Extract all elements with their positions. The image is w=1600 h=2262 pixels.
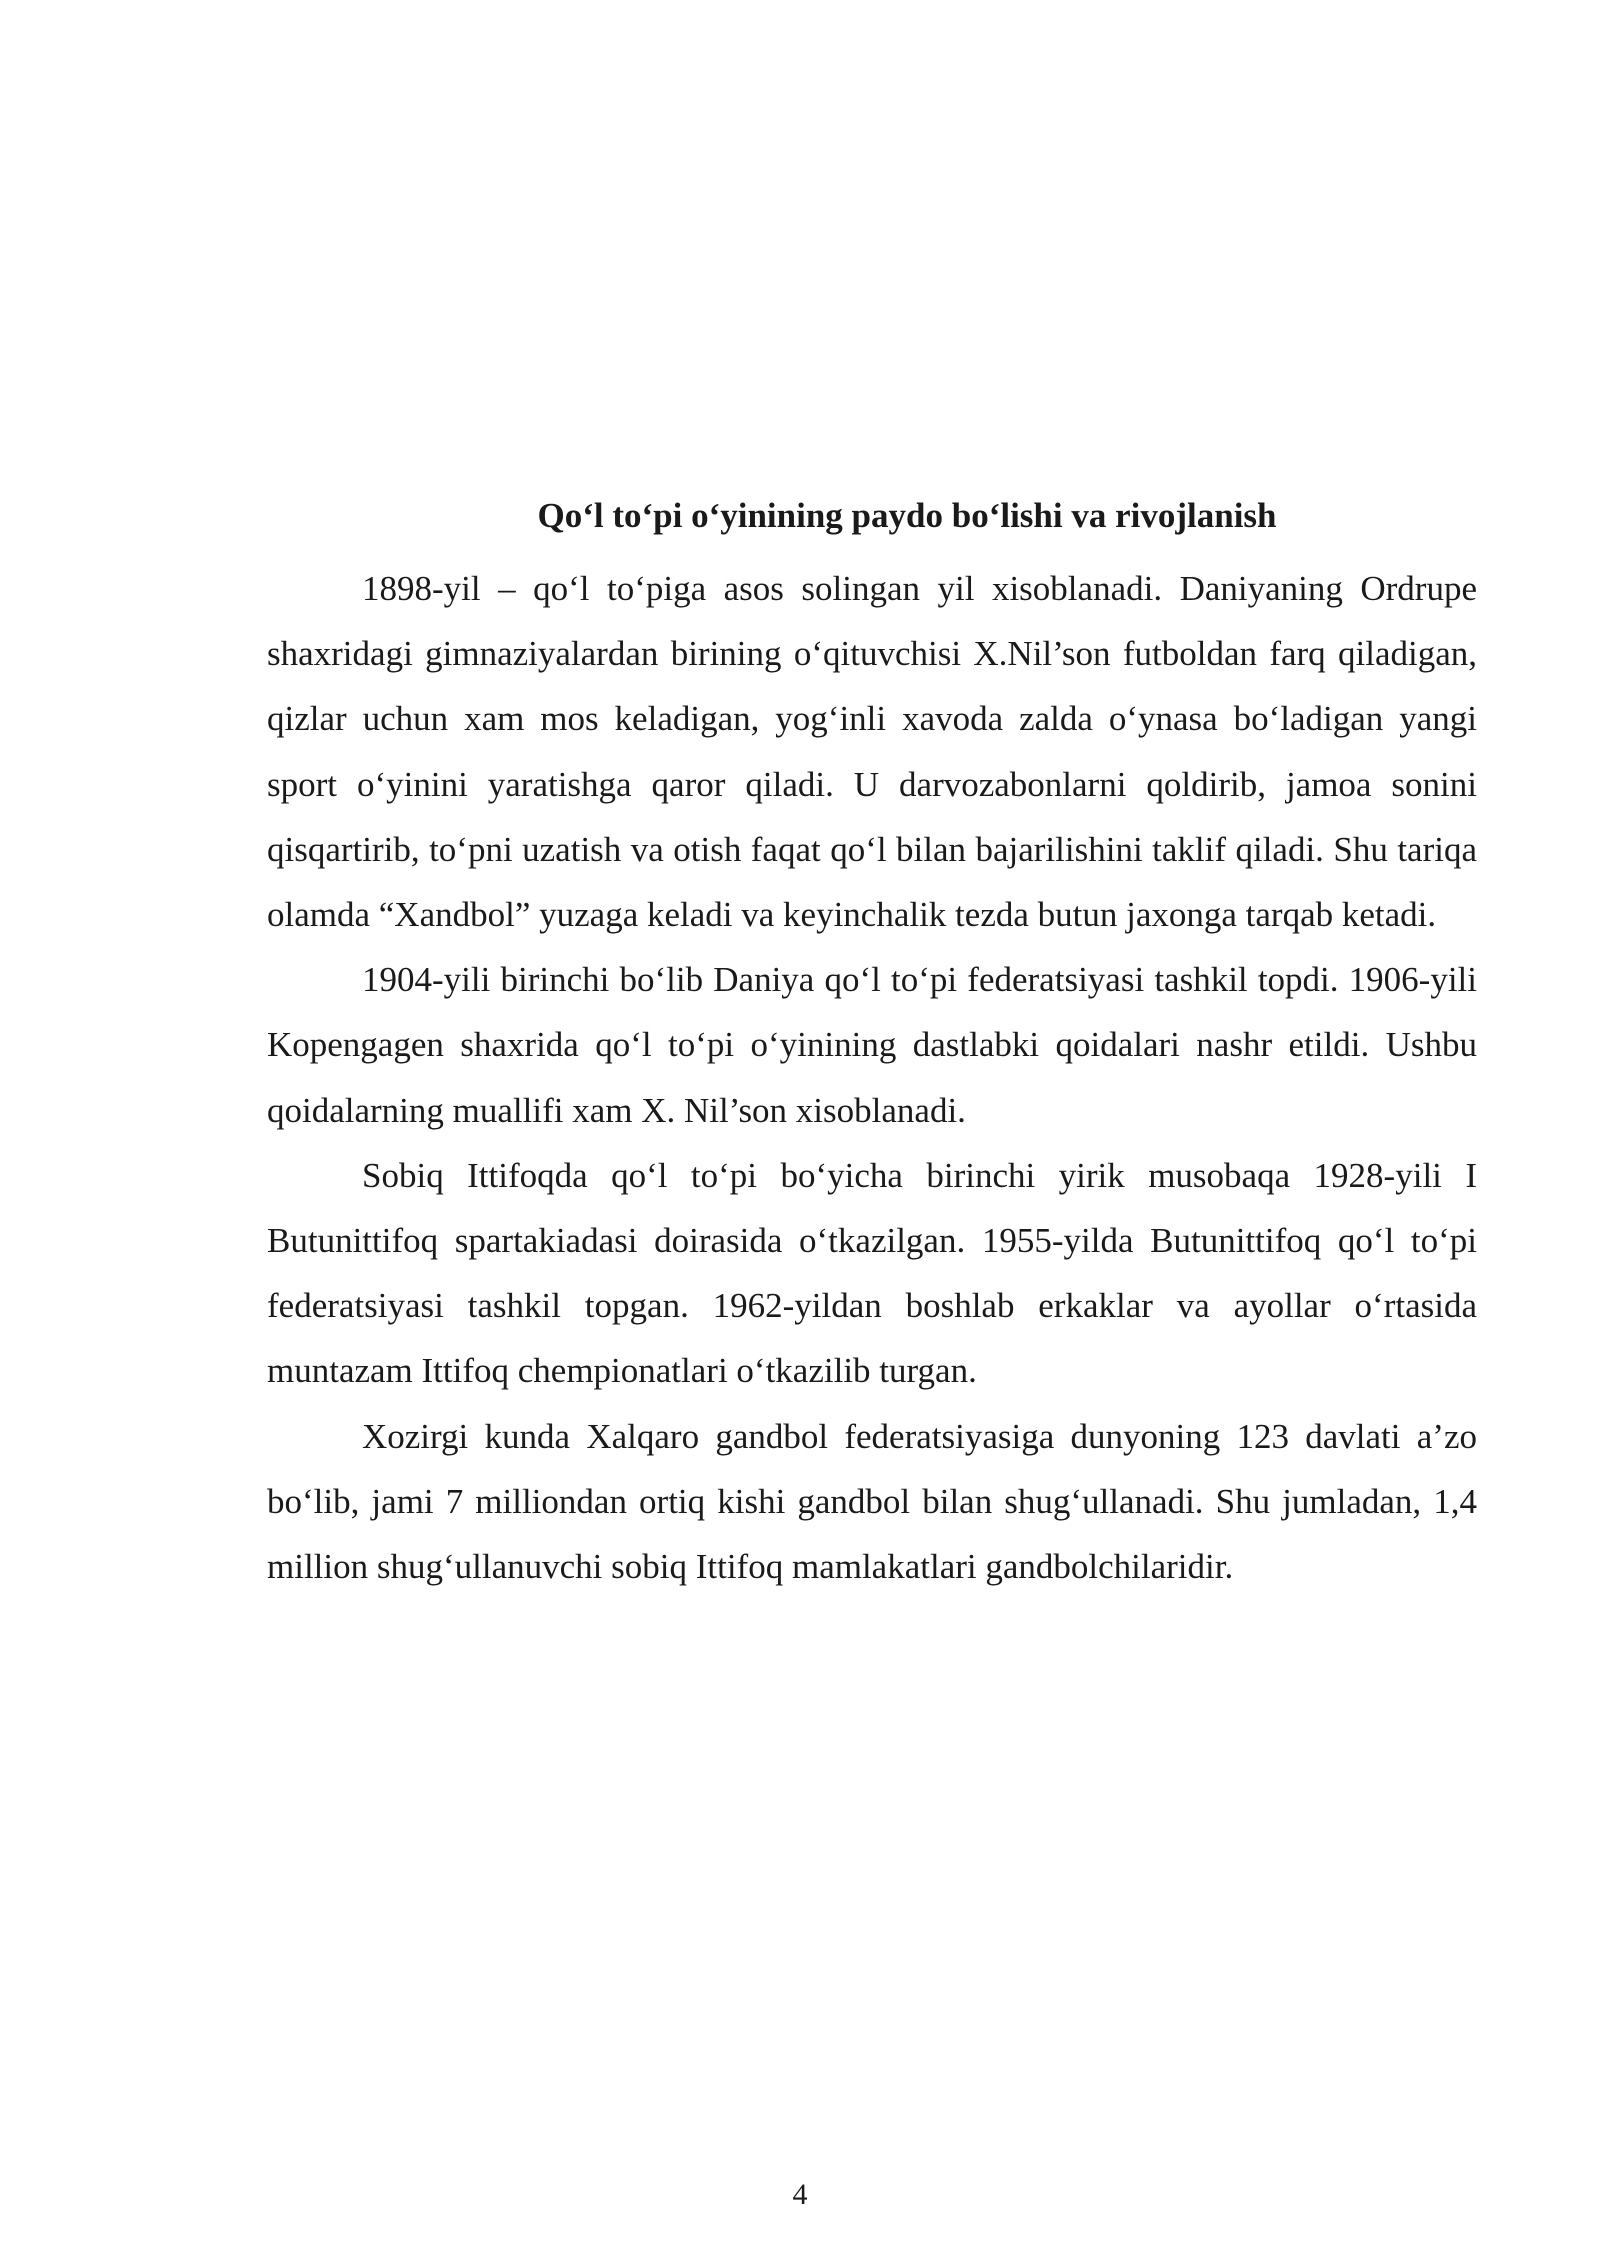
page-body [267,491,1477,1599]
paragraph: 1898-yil – qoʻl toʻpiga asos solingan yil xisoblanadi. Daniyaning Ordrupe shaxridagi gimnaziyalardan birining oʻqituvchisi X.Nil’son futboldan farq qiladigan, qizlar uchun xam mos keladigan, yogʻinli xavoda zalda oʻynasa boʻladigan yangi sport oʻyinini yaratishga qaror qiladi. U darvozabonlarni qoldirib, jamoa sonini qisqartirib, toʻpni uzatish va otish faqat qoʻl bilan bajarilishini taklif qiladi. Shu tariqa olamda “Xandbol” yuzaga keladi va keyinchalik tezda butun jaxonga tarqab ketadi. [267,569,1477,935]
paragraph: 1904-yili birinchi boʻlib Daniya qoʻl toʻpi federatsiyasi tashkil topdi. 1906-yili Kopengagen shaxrida qoʻl toʻpi oʻyinining dastlabki qoidalari nashr etildi. Ushbu qoidalarning muallifi xam X. Nil’son xisoblanadi. [267,960,1477,1130]
page-title: Qoʻl toʻpi oʻyinining paydo boʻlishi va rivojlanish [537,496,1277,535]
page-number: 4 [792,2178,808,2211]
paragraph: Sobiq Ittifoqda qoʻl toʻpi boʻyicha birinchi yirik musobaqa 1928-yili I Butunittifoq spartakiadasi doirasida oʻtkazilgan. 1955-yilda Butunittifoq qoʻl toʻpi federatsiyasi tashkil topgan. 1962-yildan boshlab erkaklar va ayollar oʻrtasida muntazam Ittifoq chempionatlari oʻtkazilib turgan. [267,1155,1477,1391]
paragraph: Xozirgi kunda Xalqaro gandbol federatsiyasiga dunyoning 123 davlati a’zo boʻlib, jami 7 milliondan ortiq kishi gandbol bilan shugʻullanadi. Shu jumladan, 1,4 million shugʻullanuvchi sobiq Ittifoq mamlakatlari gandbolchilaridir. [267,1416,1477,1587]
